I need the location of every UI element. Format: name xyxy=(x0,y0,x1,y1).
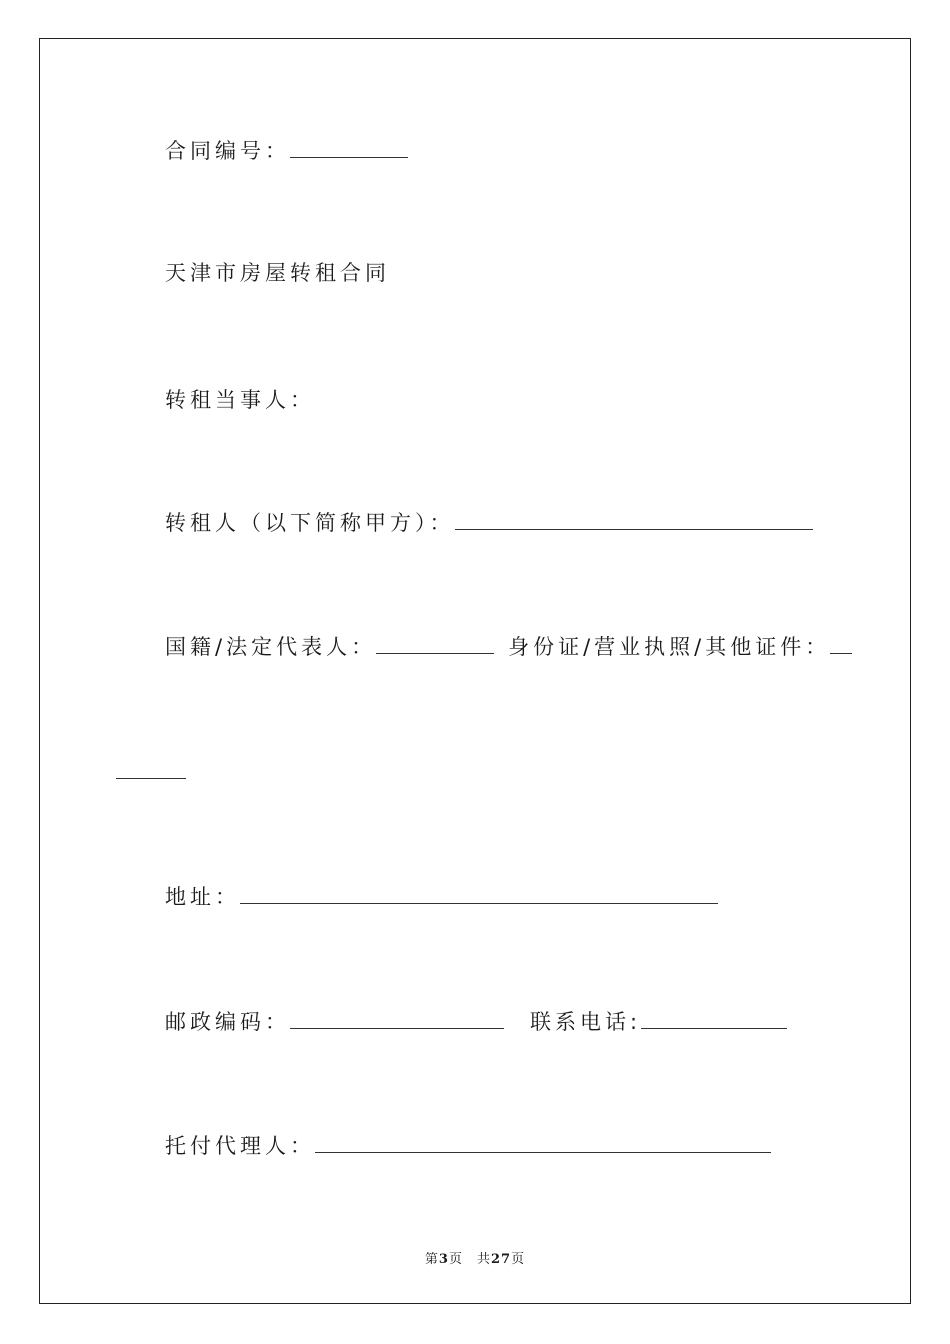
sublessor-label: 转租人（以下简称甲方）： xyxy=(165,511,455,535)
contract-number-line xyxy=(165,137,408,165)
contract-number-label: 合同编号： xyxy=(165,139,290,163)
postcode-label: 邮政编码： xyxy=(165,1010,290,1034)
agent-line xyxy=(165,1132,771,1160)
document-title: 天津市房屋转租合同 xyxy=(165,261,390,285)
postcode-phone-line xyxy=(165,1008,787,1036)
address-blank[interactable] xyxy=(240,883,718,904)
phone-blank[interactable] xyxy=(641,1008,787,1029)
parties-heading: 转租当事人： xyxy=(165,388,315,412)
nationality-label: 国籍/法定代表人： xyxy=(165,635,377,659)
agent-blank[interactable] xyxy=(315,1132,771,1153)
page-suffix: 页 xyxy=(511,1252,526,1267)
address-line xyxy=(165,883,718,911)
nationality-blank[interactable] xyxy=(376,633,494,654)
page-middle: 页 共 xyxy=(448,1252,491,1267)
address-label: 地址： xyxy=(165,885,240,909)
page-number: 3 xyxy=(438,1252,449,1267)
postcode-blank[interactable] xyxy=(290,1008,504,1029)
id-document-continuation xyxy=(116,758,186,786)
id-document-blank-end[interactable] xyxy=(116,758,186,779)
id-document-blank-start[interactable] xyxy=(830,633,852,654)
phone-label: 联系电话: xyxy=(530,1010,642,1034)
id-document-label: 身份证/营业执照/其他证件： xyxy=(508,635,831,659)
total-pages: 27 xyxy=(490,1252,512,1267)
page-prefix: 第 xyxy=(424,1252,439,1267)
page-frame xyxy=(39,38,911,1304)
sublessor-line xyxy=(165,509,813,537)
agent-label: 托付代理人： xyxy=(165,1134,315,1158)
sublessor-blank[interactable] xyxy=(455,509,813,530)
page-footer xyxy=(0,1248,950,1267)
contract-number-blank[interactable] xyxy=(290,137,408,158)
nationality-line xyxy=(165,633,852,661)
